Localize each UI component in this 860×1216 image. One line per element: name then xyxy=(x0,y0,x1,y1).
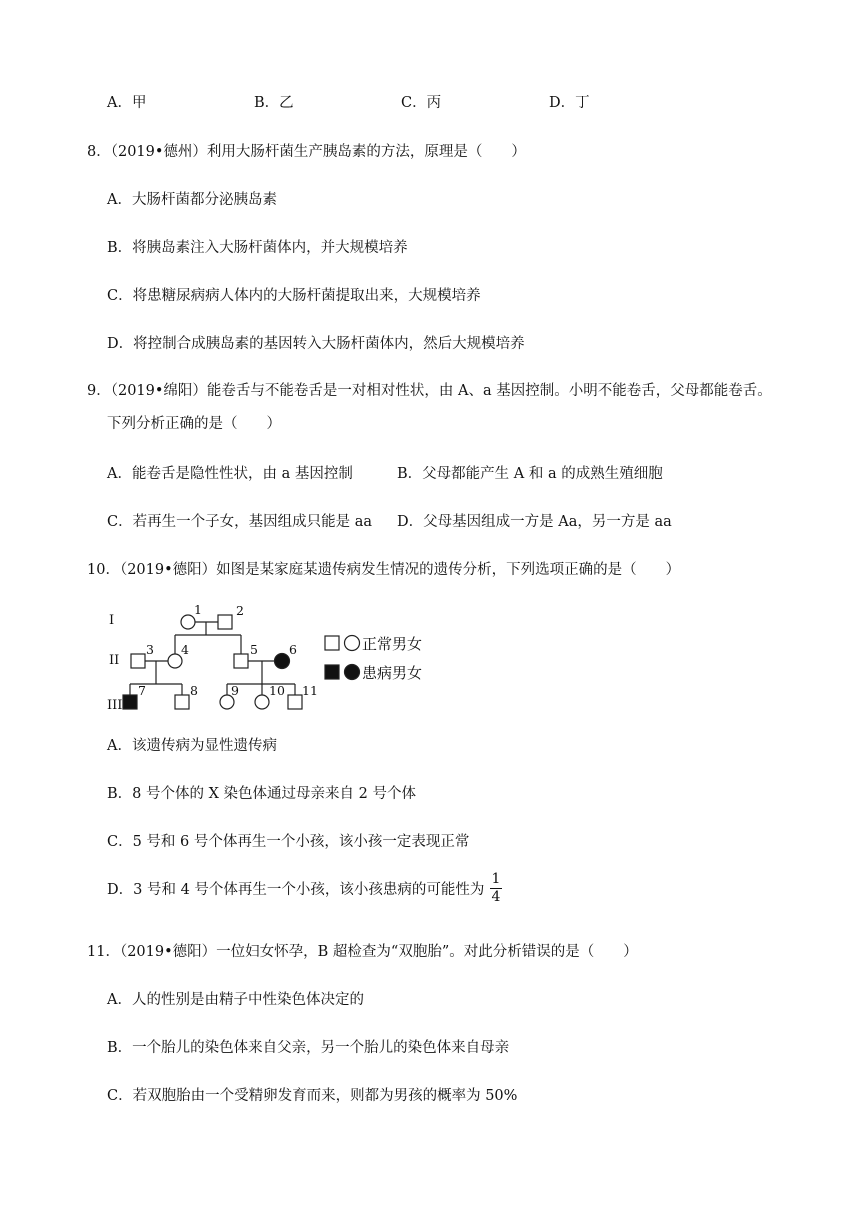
q11-option-b: B．一个胎儿的染色体来自父亲，另一个胎儿的染色体来自母亲 xyxy=(107,1040,510,1056)
q9-stem-line2: 下列分析正确的是（ ） xyxy=(107,416,281,432)
individual-7-male-affected xyxy=(123,695,137,709)
label-4: 4 xyxy=(181,642,189,657)
q8-option-c: C．将患糖尿病病人体内的大肠杆菌提取出来，大规模培养 xyxy=(107,288,481,304)
q10-option-d: D．3 号和 4 号个体再生一个小孩，该小孩患病的可能性为 xyxy=(107,882,485,898)
q7-option-a: A．甲 xyxy=(107,95,147,111)
legend-female-normal-icon xyxy=(345,636,360,651)
q9-option-a: A．能卷舌是隐性性状，由 a 基因控制 xyxy=(107,466,353,482)
label-3: 3 xyxy=(146,642,154,657)
label-11: 11 xyxy=(302,683,318,698)
q8-option-a: A．大肠杆菌都分泌胰岛素 xyxy=(107,192,277,208)
label-1: 1 xyxy=(194,602,202,617)
individual-6-female-affected xyxy=(275,654,290,669)
q8-option-b: B．将胰岛素注入大肠杆菌体内，并大规模培养 xyxy=(107,240,408,256)
legend-affected-label: 患病男女 xyxy=(362,664,423,682)
q11-stem: 11．（2019•德阳）一位妇女怀孕，B 超检查为“双胞胎”。对此分析错误的是（ ） xyxy=(87,944,638,960)
q10-option-b: B．8 号个体的 X 染色体通过母亲来自 2 号个体 xyxy=(107,786,416,802)
legend-male-affected-icon xyxy=(325,665,339,679)
q11-option-a: A．人的性别是由精子中性染色体决定的 xyxy=(107,992,364,1008)
q11-option-c: C．若双胞胎由一个受精卵发育而来，则都为男孩的概率为 50% xyxy=(107,1088,518,1104)
q8-option-d: D．将控制合成胰岛素的基因转入大肠杆菌体内，然后大规模培养 xyxy=(107,336,525,352)
individual-4-female-normal xyxy=(168,654,182,668)
q10-fraction xyxy=(490,872,502,905)
q9-option-c: C．若再生一个子女，基因组成只能是 aa xyxy=(107,514,372,530)
q7-option-b: B．乙 xyxy=(254,95,294,111)
q10-stem: 10．（2019•德阳）如图是某家庭某遗传病发生情况的遗传分析，下列选项正确的是（ ） xyxy=(87,562,681,578)
label-6: 6 xyxy=(289,642,297,657)
label-2: 2 xyxy=(236,603,244,618)
label-10: 10 xyxy=(269,683,285,698)
individual-2-male-normal xyxy=(218,615,232,629)
label-8: 8 xyxy=(190,683,198,698)
fraction-denominator: 4 xyxy=(491,889,501,905)
legend-female-affected-icon xyxy=(345,665,360,680)
individual-11-male-normal xyxy=(288,695,302,709)
individual-5-male-normal xyxy=(234,654,248,668)
individual-1-female-normal xyxy=(181,615,195,629)
q7-option-c: C．丙 xyxy=(401,95,442,111)
legend-male-normal-icon xyxy=(325,636,339,650)
label-9: 9 xyxy=(231,683,239,698)
individual-10-female-normal xyxy=(255,695,269,709)
q9-option-d: D．父母基因组成一方是 Aa，另一方是 aa xyxy=(397,514,672,530)
q10-option-a: A．该遗传病为显性遗传病 xyxy=(107,738,277,754)
label-7: 7 xyxy=(138,683,146,698)
pedigree-chart xyxy=(105,598,325,718)
pedigree-legend xyxy=(323,632,443,688)
q7-option-d: D．丁 xyxy=(549,95,590,111)
generation-label-ii: II xyxy=(109,653,120,668)
individual-8-male-normal xyxy=(175,695,189,709)
q8-stem: 8．（2019•德州）利用大肠杆菌生产胰岛素的方法，原理是（ ） xyxy=(87,144,526,160)
q9-option-b: B．父母都能产生 A 和 a 的成熟生殖细胞 xyxy=(397,466,663,482)
individual-3-male-normal xyxy=(131,654,145,668)
q10-option-c: C．5 号和 6 号个体再生一个小孩，该小孩一定表现正常 xyxy=(107,834,470,850)
q9-stem-line1: 9．（2019•绵阳）能卷舌与不能卷舌是一对相对性状，由 A、a 基因控制。小明不能卷舌，父母都能卷舌。 xyxy=(87,383,772,399)
generation-label-iii: III xyxy=(107,698,123,713)
legend-normal-label: 正常男女 xyxy=(362,635,423,653)
label-5: 5 xyxy=(250,642,258,657)
fraction-numerator: 1 xyxy=(491,871,501,887)
generation-label-i: I xyxy=(109,613,115,628)
